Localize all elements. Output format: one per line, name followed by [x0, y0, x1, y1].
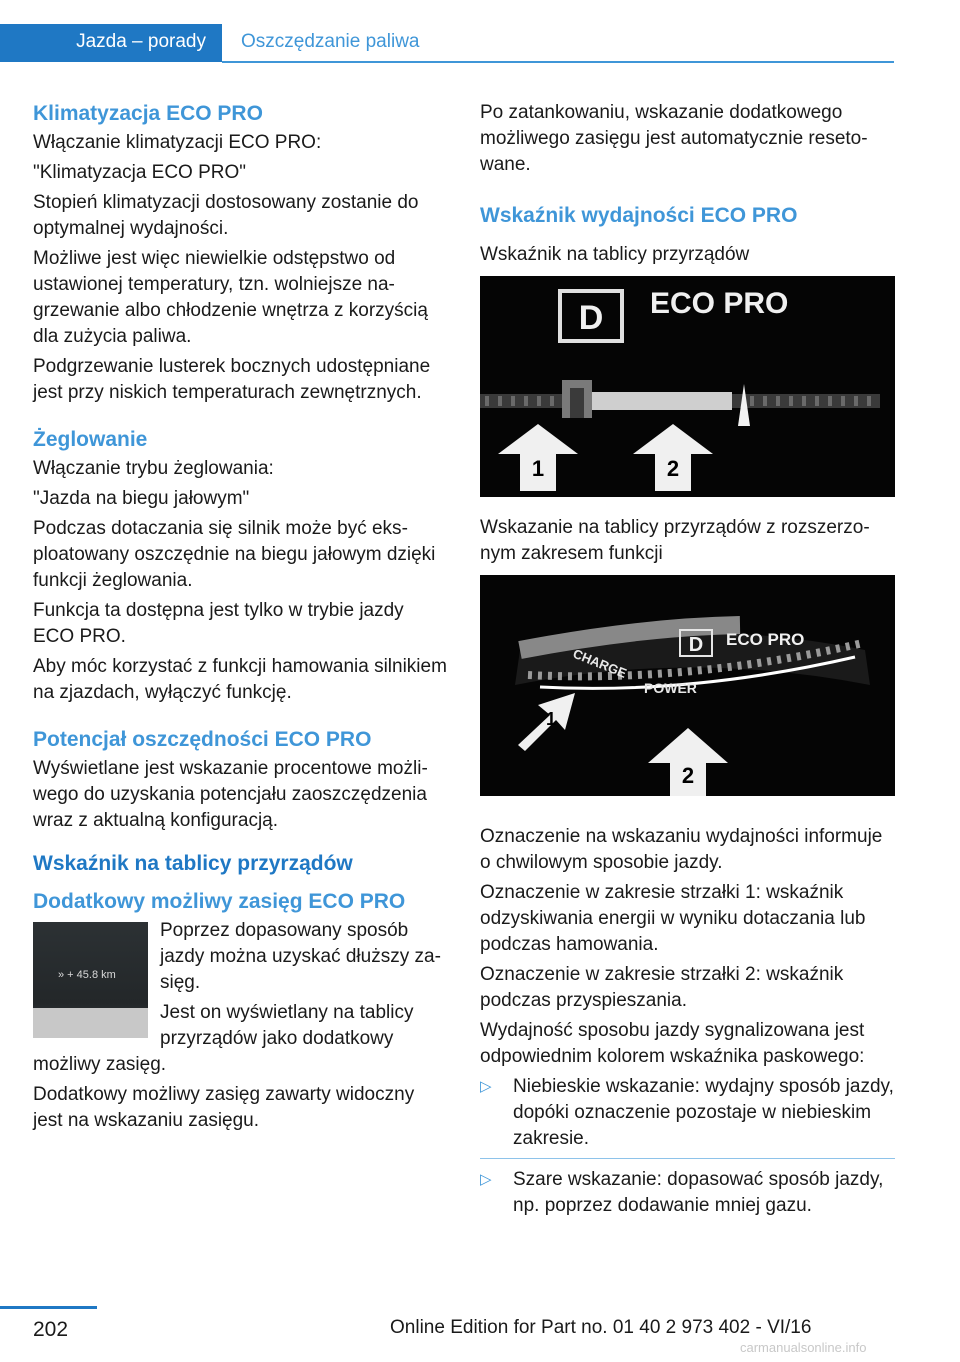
power-label: POWER — [644, 680, 697, 696]
paragraph: Podczas dotaczania się silnik może być eksploatowany oszczędnie na biegu jałowym dzięki funkcji żeglowania. — [33, 518, 436, 591]
paragraph: "Klimatyzacja ECO PRO" — [33, 162, 247, 183]
dodatkowy-title: Dodatkowy możliwy zasięg ECO PRO — [33, 890, 406, 913]
acceleration-bar — [592, 392, 732, 410]
svg-text:2: 2 — [666, 456, 680, 481]
header-chapter: Oszczędzanie paliwa — [241, 31, 420, 52]
paragraph: Poprzez dopasowany sposób jazdy można uzyskać dłuższy zasięg. — [160, 920, 441, 993]
header-divider — [222, 61, 894, 63]
paragraph: Włączanie klimatyzacji ECO PRO: — [33, 132, 322, 153]
efficiency-indicator-illustration — [480, 276, 895, 497]
gear-label: D — [688, 634, 704, 656]
paragraph: Wskazanie na tablicy przyrządów z rozszerzonym zakresem funkcji — [480, 517, 870, 564]
paragraph: Aby móc korzystać z funkcji hamowania silnikiem na zjazdach, wyłączyć funkcję. — [33, 656, 447, 703]
wydajnosc-title: Wskaźnik wydajności ECO PRO — [480, 204, 798, 227]
triangle-bullet-icon: ▷ — [480, 1078, 492, 1095]
svg-text:1: 1 — [546, 709, 557, 729]
watermark: carmanualsonline.info — [740, 1340, 867, 1355]
paragraph: Po zatankowaniu, wskazanie dodatkowego możliwego zasięgu jest automatycznie resetowane. — [480, 102, 868, 175]
page-number: 202 — [33, 1318, 69, 1341]
paragraph: Oznaczenie w zakresie strzałki 2: wskaźnik podczas przyspieszania. — [480, 964, 844, 1011]
svg-text:1: 1 — [531, 456, 545, 481]
extended-indicator-illustration — [480, 575, 895, 796]
paragraph: Jest on wyświetlany na tablicy przyrządów jako dodatkowy możliwy zasięg. — [33, 1002, 414, 1075]
potencjal-title: Potencjał oszczędności ECO PRO — [33, 728, 372, 751]
extended-indicator-figure — [480, 575, 895, 796]
gear-label: D — [578, 299, 604, 337]
paragraph: Wskaźnik na tablicy przyrządów — [480, 244, 750, 265]
paragraph: Włączanie trybu żeglowania: — [33, 458, 274, 479]
paragraph: Funkcja ta dostępna jest tylko w trybie jazdy ECO PRO. — [33, 600, 404, 647]
color-bullet-list — [480, 1074, 895, 1219]
paragraph: Wydajność sposobu jazdy sygnalizowana jest odpowiednim kolorem wskaźnika paskowego: — [480, 1020, 865, 1067]
list-item: ▷ Szare wskazanie: dopasować sposób jazdy, np. poprzez dodawanie mniej gazu. — [480, 1169, 884, 1216]
range-block — [33, 918, 448, 1134]
paragraph: "Jazda na biegu jałowym" — [33, 488, 250, 509]
paragraph: Podgrzewanie lusterek bocznych udostępniane jest przy niskich temperaturach zewnętrznych. — [33, 356, 431, 403]
list-item: ▷ Niebieskie wskazanie: wydajny sposób jazdy, dopóki oznaczenie pozostaje w niebieskim zakresie. — [480, 1076, 894, 1149]
klimatyzacja-title: Klimatyzacja ECO PRO — [33, 102, 263, 125]
paragraph: Wyświetlane jest wskazanie procentowe możliwego do uzyskania potencjału zaoszczędzenia wraz z aktualną konfiguracją. — [33, 758, 428, 831]
header-section-tab — [0, 24, 222, 62]
triangle-bullet-icon: ▷ — [480, 1171, 492, 1188]
mode-label: ECO PRO — [726, 630, 805, 649]
mode-label: ECO PRO — [650, 287, 789, 320]
paragraph: Oznaczenie na wskazaniu wydajności informuje o chwilowym sposobie jazdy. — [480, 826, 883, 873]
paragraph: Możliwe jest więc niewielkie odstępstwo od ustawionej temperatury, tzn. wolniejsze nagrzewanie albo chłodzenie wnętrza z korzyścią dla zużycia paliwa. — [33, 248, 428, 347]
header-section: Jazda – porady — [76, 31, 206, 52]
efficiency-indicator-figure — [480, 276, 895, 497]
paragraph: Oznaczenie w zakresie strzałki 1: wskaźnik odzyskiwania energii w wyniku dotaczania lub podczas hamowania. — [480, 882, 866, 955]
footer-divider — [0, 1306, 97, 1309]
edition-info: Online Edition for Part no. 01 40 2 973 402 - VI/16 — [390, 1317, 812, 1338]
range-display-text: » + 45.8 km — [58, 969, 116, 981]
charge-label: CHARGE — [570, 645, 629, 681]
wskaznik-heading: Wskaźnik na tablicy przyrządów — [33, 852, 353, 875]
zeglowanie-title: Żeglowanie — [33, 428, 148, 451]
left-column — [33, 100, 448, 1138]
right-column — [480, 100, 895, 1223]
range-display-image — [33, 922, 148, 1038]
paragraph: Dodatkowy możliwy zasięg zawarty widoczny jest na wskazaniu zasięgu. — [33, 1084, 415, 1131]
svg-text:2: 2 — [681, 763, 695, 788]
paragraph: Stopień klimatyzacji dostosowany zostanie do optymalnej wydajności. — [33, 192, 419, 239]
